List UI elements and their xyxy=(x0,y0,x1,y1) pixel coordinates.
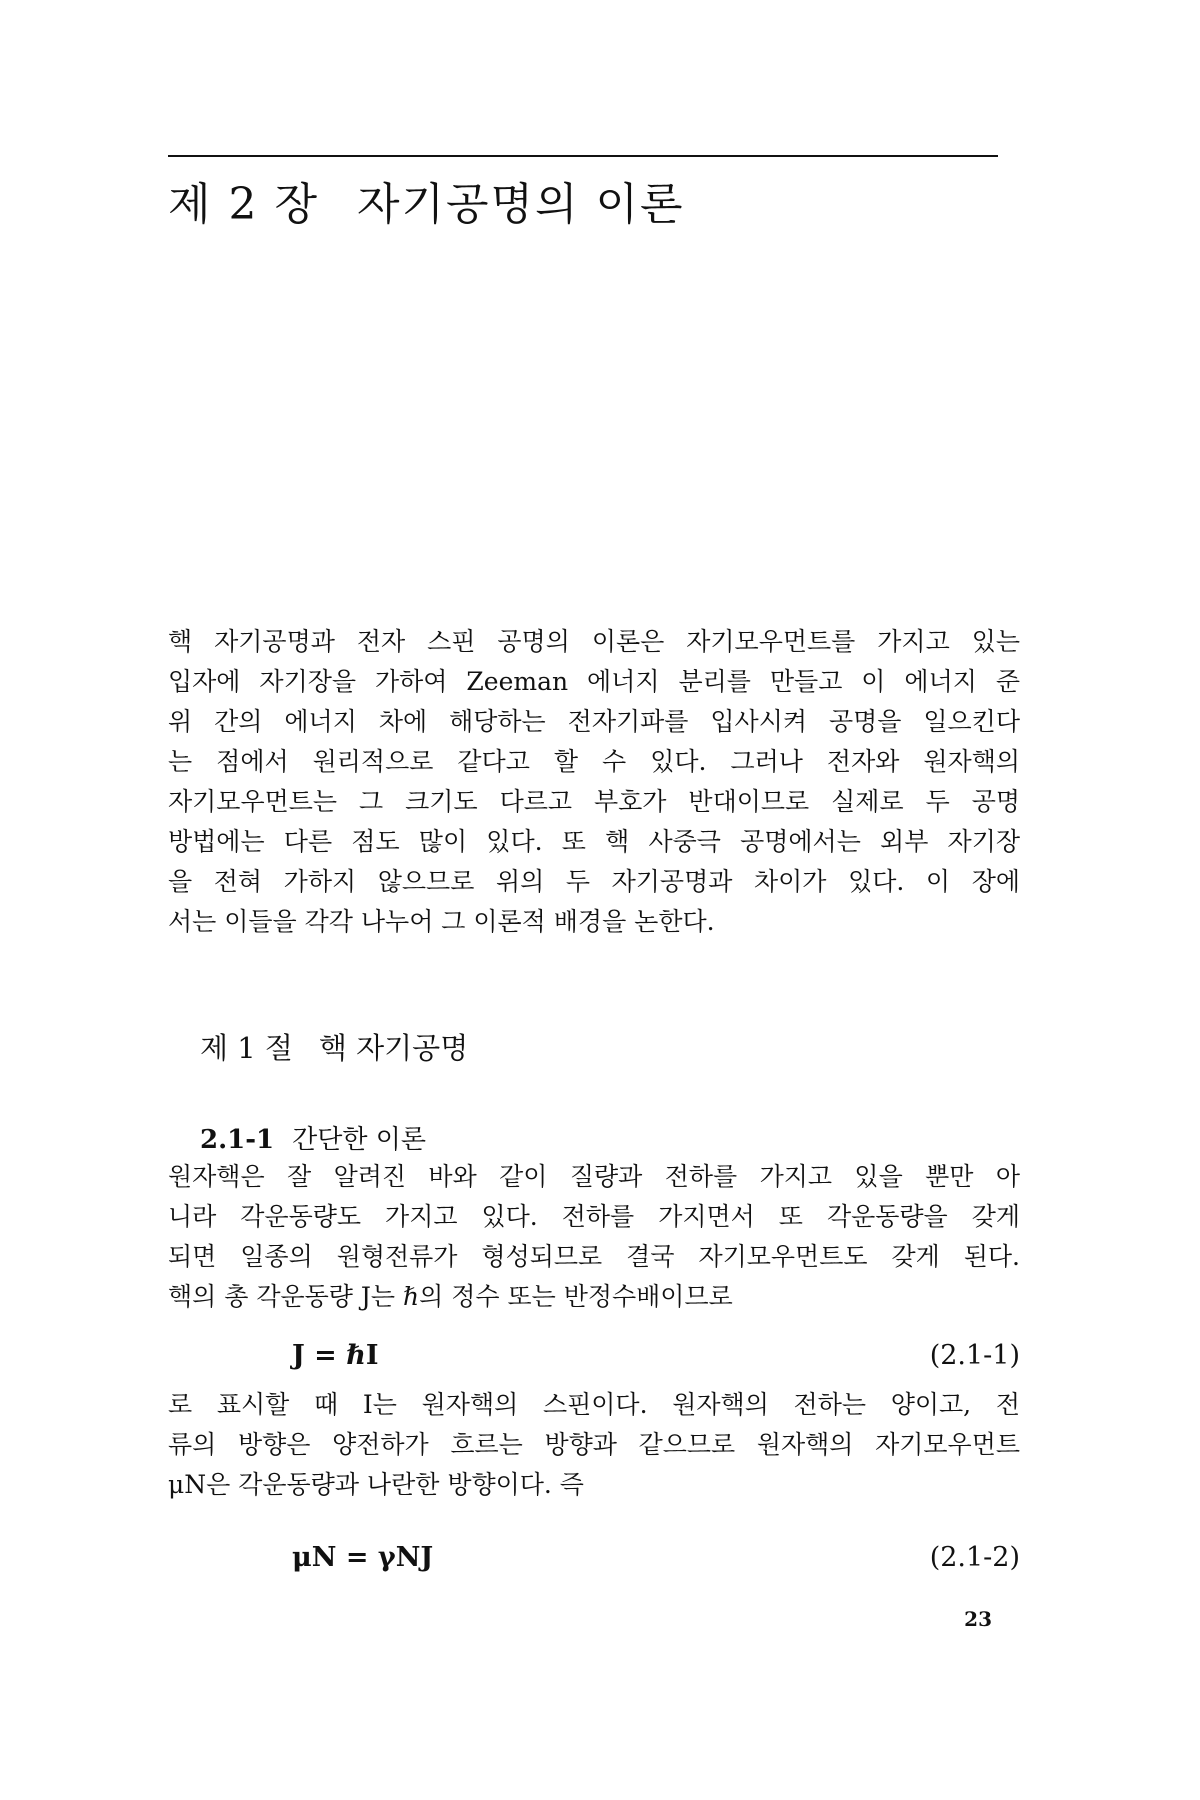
equation-number: (2.1-1) xyxy=(929,1340,1020,1371)
subsection-number: 2.1-1 xyxy=(200,1125,275,1155)
body-paragraph-2 xyxy=(168,1385,1020,1505)
paragraph-line: 류의 방향은 양전하가 흐르는 방향과 같으므로 원자핵의 자기모우먼트 xyxy=(168,1430,1020,1459)
intro-paragraph xyxy=(168,622,1020,942)
page-number: 23 xyxy=(964,1607,992,1631)
chapter-name: 자기공명의 이론 xyxy=(356,179,685,230)
equation-number: (2.1-2) xyxy=(929,1542,1020,1573)
paragraph-line: 는 점에서 원리적으로 같다고 할 수 있다. 그러나 전자와 원자핵의 xyxy=(168,747,1020,776)
subsection-title xyxy=(200,1119,426,1156)
section-label: 제 1 절 xyxy=(200,1031,293,1065)
paragraph-line: 핵 자기공명과 전자 스핀 공명의 이론은 자기모우먼트를 가지고 있는 xyxy=(168,627,1020,656)
top-rule xyxy=(168,155,998,157)
equation-2-1-2 xyxy=(168,1542,1020,1582)
paragraph-line: 위 간의 에너지 차에 해당하는 전자기파를 입사시켜 공명을 일으킨다 xyxy=(168,707,1020,736)
equation-2-1-1 xyxy=(168,1340,1020,1380)
paragraph-line: 되면 일종의 원형전류가 형성되므로 결국 자기모우먼트도 갖게 된다. xyxy=(168,1242,1020,1271)
paragraph-line: 핵의 총 각운동량 J는 ℏ의 정수 또는 반정수배이므로 xyxy=(168,1282,733,1311)
chapter-title xyxy=(168,168,685,232)
paragraph-line: 자기모우먼트는 그 크기도 다르고 부호가 반대이므로 실제로 두 공명 xyxy=(168,787,1020,816)
paragraph-line: 방법에는 다른 점도 많이 있다. 또 핵 사중극 공명에서는 외부 자기장 xyxy=(168,827,1020,856)
paragraph-line: 서는 이들을 각각 나누어 그 이론적 배경을 논한다. xyxy=(168,907,715,936)
equation-expression: μN = γNJ xyxy=(292,1542,434,1573)
chapter-label: 제 2 장 xyxy=(168,179,319,230)
paragraph-line: 니라 각운동량도 가지고 있다. 전하를 가지면서 또 각운동량을 갖게 xyxy=(168,1202,1020,1231)
paragraph-line: μN은 각운동량과 나란한 방향이다. 즉 xyxy=(168,1470,584,1499)
equation-expression: J = ℏI xyxy=(292,1340,379,1371)
section-name: 핵 자기공명 xyxy=(318,1031,469,1065)
paragraph-line: 로 표시할 때 I는 원자핵의 스핀이다. 원자핵의 전하는 양이고, 전 xyxy=(168,1390,1020,1419)
section-title xyxy=(200,1026,468,1067)
body-paragraph-1 xyxy=(168,1157,1020,1317)
paragraph-line: 입자에 자기장을 가하여 Zeeman 에너지 분리를 만들고 이 에너지 준 xyxy=(168,667,1020,696)
paragraph-line: 원자핵은 잘 알려진 바와 같이 질량과 전하를 가지고 있을 뿐만 아 xyxy=(168,1162,1020,1191)
paragraph-line: 을 전혀 가하지 않으므로 위의 두 자기공명과 차이가 있다. 이 장에 xyxy=(168,867,1020,896)
subsection-name: 간단한 이론 xyxy=(292,1125,426,1155)
